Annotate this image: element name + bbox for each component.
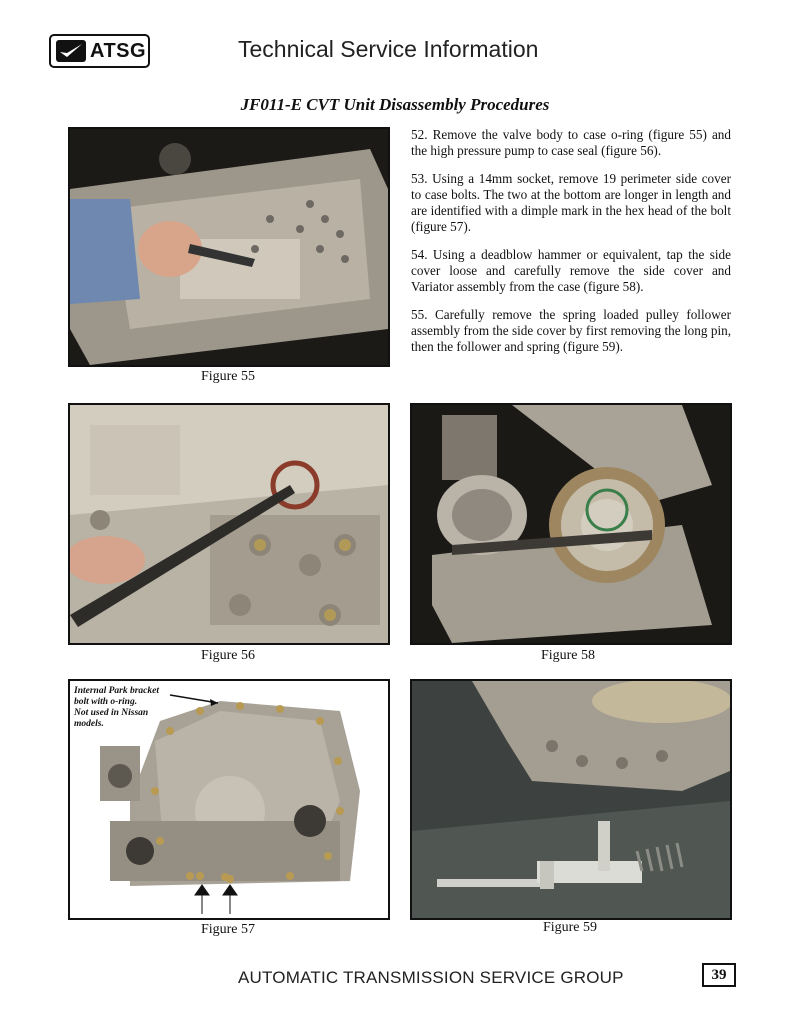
annotation-line-3: Not used in Nissan	[74, 708, 149, 718]
step-53: 53. Using a 14mm socket, remove 19 perimeter side cover to case bolts. The two at the bottom are longer in length and are identified with a dimple mark in the hex head of the bolt (figure 57).	[411, 171, 731, 234]
figure-57-caption: Figure 57	[200, 922, 256, 937]
step-52: 52. Remove the valve body to case o-ring (figure 55) and the high pressure pump to case seal (figure 56).	[411, 127, 731, 158]
figure-58-photo	[410, 403, 732, 645]
page-number: 39	[702, 963, 736, 987]
figure-56-caption: Figure 56	[200, 648, 256, 663]
figure-55-caption: Figure 55	[200, 369, 256, 384]
annotation-line-2: bolt with o-ring.	[74, 697, 138, 707]
atsg-logo	[49, 34, 150, 68]
figure-56-photo	[68, 403, 390, 645]
step-55: 55. Carefully remove the spring loaded pulley follower assembly from the side cover by first removing the long pin, then the follower and spring (figure 59).	[411, 307, 731, 354]
procedure-steps	[411, 127, 731, 367]
logo-text: ATSG	[90, 39, 147, 62]
figure-59-caption: Figure 59	[542, 920, 598, 935]
header-title: Technical Service Information	[238, 36, 539, 62]
document-title: JF011-E CVT Unit Disassembly Procedures	[240, 95, 550, 114]
annotation-line-4: models.	[74, 719, 104, 729]
figure-58-caption: Figure 58	[540, 648, 596, 663]
park-bracket-annotation	[74, 686, 159, 730]
step-54: 54. Using a deadblow hammer or equivalent, tap the side cover loose and carefully remove the side cover and Variator assembly from the case (figure 58).	[411, 247, 731, 294]
figure-55-photo	[68, 127, 390, 367]
annotation-line-1: Internal Park bracket	[74, 686, 159, 696]
checkmark-logo-icon	[56, 40, 86, 62]
footer-text: AUTOMATIC TRANSMISSION SERVICE GROUP	[238, 968, 624, 987]
figure-59-photo	[410, 679, 732, 920]
